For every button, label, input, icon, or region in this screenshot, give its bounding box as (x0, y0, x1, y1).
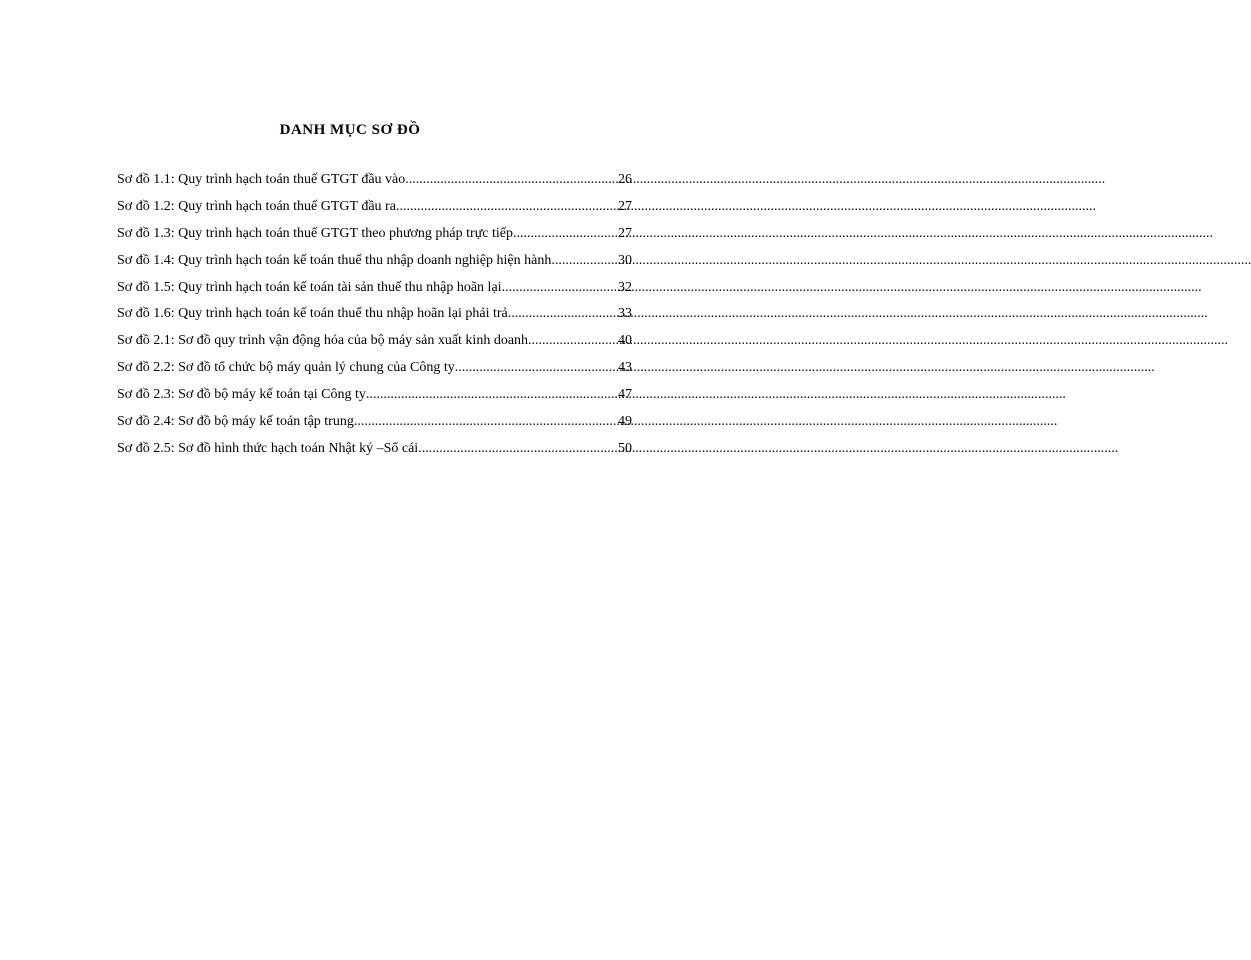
entry-label: Sơ đồ 1.3: Quy trình hạch toán thuế GTGT theo phương pháp trực tiếp (117, 225, 513, 241)
dot-leader (551, 253, 618, 269)
entry-label: Sơ đồ 1.4: Quy trình hạch toán kế toán thuế thu nhập doanh nghiệp hiện hành (117, 252, 552, 268)
entry-page: 49 (618, 414, 632, 430)
entry-label: Sơ đồ 2.4: Sơ đồ bộ máy kế toán tập trung. (117, 414, 358, 430)
list-item (117, 360, 632, 387)
list-item (117, 333, 632, 360)
entry-page: 43 (618, 360, 632, 376)
dot-leader (357, 414, 618, 430)
diagram-list (117, 172, 632, 468)
entry-label: Sơ đồ 2.3: Sơ đồ bộ máy kế toán tại Công ty (117, 387, 366, 403)
dot-leader (502, 280, 618, 296)
dot-leader (396, 199, 618, 215)
dot-leader (405, 172, 618, 188)
list-item (117, 414, 632, 441)
entry-page: 40 (618, 333, 632, 349)
entry-page: 47 (618, 387, 632, 403)
entry-label: Sơ đồ 1.1: Quy trình hạch toán thuế GTGT đầu vào (117, 172, 406, 187)
list-item (117, 172, 632, 199)
page-title: DANH MỤC SƠ ĐỒ (279, 122, 421, 138)
entry-page: 27 (618, 198, 632, 214)
dot-leader (508, 306, 618, 322)
entry-page: 30 (618, 252, 632, 268)
dot-leader (513, 226, 618, 242)
list-item (117, 199, 632, 226)
dot-leader (366, 387, 618, 403)
list-item (117, 387, 632, 414)
entry-label: Sơ đồ 2.1: Sơ đồ quy trình vận động hóa của bộ máy sản xuất kinh doanh (117, 333, 529, 349)
dot-leader (528, 333, 618, 349)
entry-label: Sơ đồ 2.5: Sơ đồ hình thức hạch toán Nhật ký –Sổ cái (117, 440, 419, 456)
list-item (117, 253, 632, 280)
dot-leader (455, 360, 618, 376)
entry-page: 27 (618, 225, 632, 241)
list-item (117, 226, 632, 253)
list-item (117, 280, 632, 307)
entry-page: 33 (618, 306, 632, 322)
entry-label: Sơ đồ 1.5: Quy trình hạch toán kế toán tài sản thuế thu nhập hoãn lại (117, 279, 502, 295)
entry-page: 26 (618, 172, 632, 187)
dot-leader (418, 441, 618, 457)
entry-label: Sơ đồ 1.6: Quy trình hạch toán kế toán thuế thu nhập hoãn lại phải trả (117, 306, 508, 322)
list-item (117, 441, 632, 468)
entry-page: 50 (618, 440, 632, 456)
entry-label: Sơ đồ 1.2: Quy trình hạch toán thuế GTGT đầu ra (117, 198, 396, 214)
entry-page: 32 (618, 279, 632, 295)
entry-label: Sơ đồ 2.2: Sơ đồ tổ chức bộ máy quản lý chung của Công ty (117, 360, 455, 376)
list-item (117, 306, 632, 333)
